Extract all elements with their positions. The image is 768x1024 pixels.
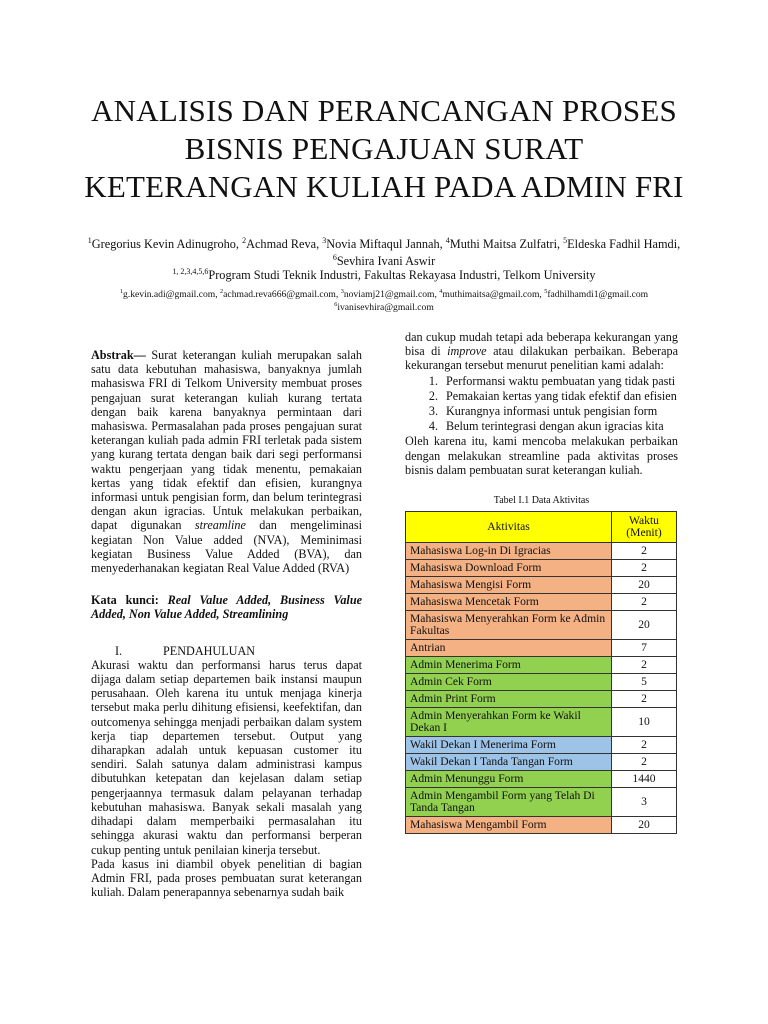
activity-cell: Admin Cek Form xyxy=(406,674,612,691)
list-number: 2. xyxy=(428,388,438,403)
table-header-row xyxy=(406,512,677,543)
title-line-3: KETERANGAN KULIAH PADA ADMIN FRI xyxy=(84,169,684,204)
affiliation-sup: 1, 2,3,4,5,6 xyxy=(172,266,209,276)
author-sup: 3 xyxy=(322,235,327,245)
author-name: Achmad Reva, xyxy=(246,237,323,251)
time-cell: 2 xyxy=(612,657,677,674)
activity-table xyxy=(405,511,677,834)
table-row xyxy=(406,691,677,708)
list-text: Kurangnya informasi untuk pengisian form xyxy=(446,404,658,419)
time-cell: 2 xyxy=(612,560,677,577)
time-cell: 5 xyxy=(612,674,677,691)
table-row xyxy=(406,771,677,788)
time-cell: 20 xyxy=(612,611,677,640)
section-title: PENDAHULUAN xyxy=(163,643,256,658)
table-row xyxy=(406,674,677,691)
activity-cell: Mahasiswa Mengambil Form xyxy=(406,817,612,834)
table-row xyxy=(406,577,677,594)
table-row xyxy=(406,737,677,754)
left-column xyxy=(91,348,362,899)
author-name: Sevhira Ivani Aswir xyxy=(336,254,436,268)
list-item xyxy=(405,404,678,418)
email-sup: 5 xyxy=(544,287,548,295)
activity-cell: Mahasiswa Menyerahkan Form ke Admin Fakultas xyxy=(406,611,612,640)
table-row xyxy=(406,754,677,771)
right-column xyxy=(405,330,678,834)
author-sup: 4 xyxy=(445,235,450,245)
activity-cell: Mahasiswa Mengisi Form xyxy=(406,577,612,594)
table-row xyxy=(406,657,677,674)
list-number: 1. xyxy=(428,373,438,388)
email-address: fadhilhamdi1@gmail.com xyxy=(547,289,649,300)
time-cell: 2 xyxy=(612,754,677,771)
activity-cell: Admin Mengambil Form yang Telah Di Tanda Tangan xyxy=(406,788,612,817)
author-name: Eldeska Fadhil Hamdi, xyxy=(567,237,681,251)
time-cell: 10 xyxy=(612,708,677,737)
time-cell: 1440 xyxy=(612,771,677,788)
table-row xyxy=(406,788,677,817)
activity-cell: Mahasiswa Mencetak Form xyxy=(406,594,612,611)
time-cell: 2 xyxy=(612,691,677,708)
right-paragraph-1-cont: atau dilakukan perbaikan. Beberapa kekurangan tersebut menurut penelitian kami adalah: xyxy=(405,344,678,373)
author-name: Gregorius Kevin Adinugroho, xyxy=(91,237,243,251)
section-number: I. xyxy=(115,643,123,658)
email-sup: 2 xyxy=(220,287,224,295)
time-cell: 2 xyxy=(612,594,677,611)
list-text: Belum terintegrasi dengan akun igracias kita xyxy=(446,419,664,434)
author-list xyxy=(80,236,688,270)
right-paragraph-1-text: dan cukup mudah tetapi ada beberapa kekurangan yang bisa di xyxy=(405,330,678,359)
activity-cell: Antrian xyxy=(406,640,612,657)
activity-cell: Admin Menunggu Form xyxy=(406,771,612,788)
list-number: 3. xyxy=(428,404,438,419)
keywords-text: Real Value Added, Business Value Added, Non Value Added, Streamlining xyxy=(91,593,363,622)
email-line-2 xyxy=(70,301,698,314)
header-activity: Aktivitas xyxy=(406,512,612,543)
email-address: achmad.reva666@gmail.com, xyxy=(223,289,341,300)
author-name: Muthi Maitsa Zulfatri, xyxy=(449,237,564,251)
shortcomings-list xyxy=(405,374,678,434)
intro-paragraph-1: Akurasi waktu dan performansi harus terus dapat dijaga dalam setiap departemen baik instansi maupun perusahaan. Oleh karena itu untuk menjaga kinerja tersebut maka perlu dihitung efisiensi, keefektifan, dan outcomenya sehingga menjadi perbaikan dalam system kerja tiap departemen tersebut. Output yang diharapkan adalah untuk kepuasan customer itu sendiri. Salah satunya dalam administrasi kampus dibutuhkan ketepatan dan kejelasan dalam setiap pengerjaannya termasuk dalam pelayanan terhadap kebutuhan mahasiswa. Banyak sekali masalah yang dihadapi dalam memperbaiki permasalahan itu sehingga akurasi waktu dan performansi berperan cukup penting untuk penilaian kinerja tersebut. xyxy=(91,657,362,857)
right-paragraph-2: Oleh karena itu, kami mencoba melakukan perbaikan dengan melakukan streamline pada aktivitas proses bisnis dalam pembuatan surat keterangan kuliah. xyxy=(405,434,678,477)
activity-cell: Wakil Dekan I Tanda Tangan Form xyxy=(406,754,612,771)
email-list xyxy=(70,288,698,314)
abstract-label: Abstrak— xyxy=(91,348,146,362)
activity-cell: Admin Menerima Form xyxy=(406,657,612,674)
right-paragraph-1-italic: improve xyxy=(447,344,487,359)
email-line-1 xyxy=(70,288,698,301)
activity-cell: Mahasiswa Log-in Di Igracias xyxy=(406,543,612,560)
list-item xyxy=(405,389,678,403)
section-heading xyxy=(91,644,362,658)
abstract xyxy=(91,348,362,575)
activity-cell: Admin Menyerahkan Form ke Wakil Dekan I xyxy=(406,708,612,737)
list-number: 4. xyxy=(428,419,438,434)
author-sup: 1 xyxy=(87,235,92,245)
header-time: Waktu (Menit) xyxy=(612,512,677,543)
table-row xyxy=(406,611,677,640)
title-line-2: BISNIS PENGAJUAN SURAT xyxy=(184,131,584,166)
abstract-italic: streamline xyxy=(194,518,246,533)
author-sup: 2 xyxy=(242,235,247,245)
author-sup: 5 xyxy=(563,235,568,245)
table-row xyxy=(406,817,677,834)
affiliation xyxy=(80,267,688,284)
activity-cell: Admin Print Form xyxy=(406,691,612,708)
abstract-text: Surat keterangan kuliah merupakan salah satu data kebutuhan mahasiswa, banyaknya jumlah mahasiswa FRI di Telkom University membuat proses pengajuan surat keterangan kuliah kurang tertata dengan baik karena banyaknya permintaan dari mahasiswa. Permasalahan pada proses pengajuan surat keterangan kuliah pada admin FRI terletak pada sistem yang kurang tertata dengan baik dari segi performansi waktu pengerjaan yang tidak menentu, pemakaian kertas yang tidak efektif dan efisien, kurangnya informasi untuk pengisian form, dan belum terintegrasi dengan akun igracias. Untuk melakukan perbaikan, dapat digunakan xyxy=(91,348,362,533)
list-item xyxy=(405,419,678,433)
intro-paragraph-2: Pada kasus ini diambil obyek penelitian di bagian Admin FRI, pada proses pembuatan surat keterangan kuliah. Dalam penerapannya sebenarnya sudah baik xyxy=(91,856,362,900)
keywords-label: Kata kunci: xyxy=(91,593,159,608)
time-cell: 2 xyxy=(612,543,677,560)
time-cell: 7 xyxy=(612,640,677,657)
paper-title xyxy=(60,92,708,206)
time-cell: 20 xyxy=(612,817,677,834)
table-row xyxy=(406,543,677,560)
list-item xyxy=(405,374,678,388)
title-line-1: ANALISIS DAN PERANCANGAN PROSES xyxy=(91,93,677,128)
email-sup: 4 xyxy=(439,287,443,295)
activity-cell: Wakil Dekan I Menerima Form xyxy=(406,737,612,754)
list-text: Pemakaian kertas yang tidak efektif dan efisien xyxy=(446,388,677,403)
table-row xyxy=(406,640,677,657)
email-sup: 3 xyxy=(340,287,344,295)
time-cell: 2 xyxy=(612,737,677,754)
email-sup: 6 xyxy=(334,300,338,308)
email-address: muthimaitsa@gmail.com, xyxy=(442,289,545,300)
author-name: Novia Miftaqul Jannah, xyxy=(326,237,446,251)
email-address: noviamj21@gmail.com, xyxy=(343,289,440,300)
activity-cell: Mahasiswa Download Form xyxy=(406,560,612,577)
table-row xyxy=(406,594,677,611)
keywords xyxy=(91,593,362,621)
abstract-text-cont: dan mengeliminasi kegiatan Non Value added (NVA), Meminimasi kegiatan Business Value Added (BVA), dan menyederhanakan kegiatan Real Value Added (RVA) xyxy=(91,518,362,576)
email-address: ivanisevhira@gmail.com xyxy=(337,302,434,313)
affiliation-text: Program Studi Teknik Industri, Fakultas Rekayasa Industri, Telkom University xyxy=(208,268,596,282)
time-cell: 3 xyxy=(612,788,677,817)
time-cell: 20 xyxy=(612,577,677,594)
author-sup: 6 xyxy=(332,252,337,262)
email-sup: 1 xyxy=(119,287,124,295)
table-caption: Tabel I.1 Data Aktivitas xyxy=(493,495,590,507)
table-row xyxy=(406,560,677,577)
table-row xyxy=(406,708,677,737)
list-text: Performansi waktu pembuatan yang tidak pasti xyxy=(446,373,676,388)
email-address: g.kevin.adi@gmail.com, xyxy=(123,289,221,300)
right-paragraph-1 xyxy=(405,330,678,373)
